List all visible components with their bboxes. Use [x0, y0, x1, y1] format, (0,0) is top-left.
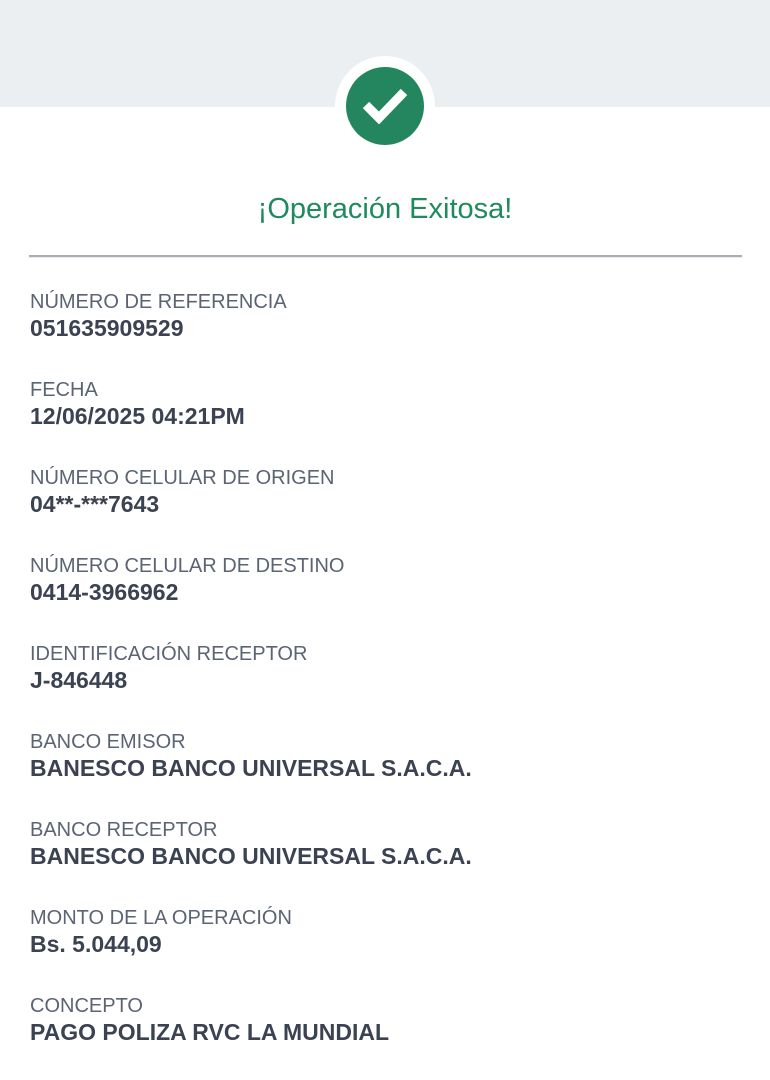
field-value: BANESCO BANCO UNIVERSAL S.A.C.A.: [30, 843, 472, 869]
field-value: Bs. 5.044,09: [30, 931, 162, 957]
field-value: 051635909529: [30, 315, 184, 341]
field-value: J-846448: [30, 667, 128, 693]
details-list: [0, 257, 770, 1047]
field-value: 04**-***7643: [30, 491, 160, 517]
field-value: 0414-3966962: [30, 579, 179, 605]
field-label: MONTO DE LA OPERACIÓN: [30, 907, 292, 929]
field-row: [30, 907, 740, 959]
field-value: 12/06/2025 04:21PM: [30, 403, 245, 429]
field-value: BANESCO BANCO UNIVERSAL S.A.C.A.: [30, 755, 472, 781]
checkmark-icon: [362, 88, 408, 124]
field-row: [30, 819, 740, 871]
check-circle: [346, 67, 424, 145]
field-row: [30, 379, 740, 431]
field-row: [30, 291, 740, 343]
field-row: [30, 555, 740, 607]
page-title: ¡Operación Exitosa!: [257, 193, 513, 225]
success-check-icon: [335, 56, 435, 156]
field-row: [30, 643, 740, 695]
field-row: [30, 995, 740, 1047]
field-row: [30, 731, 740, 783]
field-label: NÚMERO DE REFERENCIA: [30, 291, 287, 313]
field-label: CONCEPTO: [30, 995, 143, 1017]
field-label: BANCO RECEPTOR: [30, 819, 218, 841]
field-label: NÚMERO CELULAR DE DESTINO: [30, 555, 345, 577]
field-label: NÚMERO CELULAR DE ORIGEN: [30, 467, 335, 489]
field-value: PAGO POLIZA RVC LA MUNDIAL: [30, 1019, 390, 1045]
field-label: BANCO EMISOR: [30, 731, 186, 753]
field-label: IDENTIFICACIÓN RECEPTOR: [30, 643, 308, 665]
field-row: [30, 467, 740, 519]
field-label: FECHA: [30, 379, 98, 401]
